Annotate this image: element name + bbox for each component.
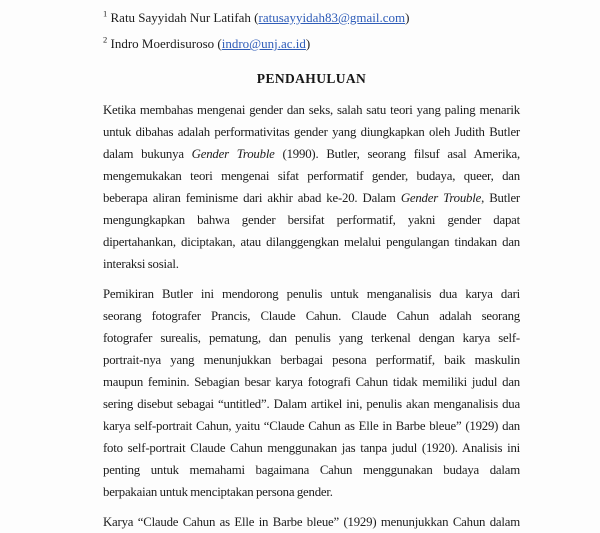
footnote-marker: 2 (103, 34, 108, 45)
text-run: penting untuk memahami bagaimana Cahun menggunakan budaya dalam (103, 463, 520, 477)
author-block (103, 5, 520, 57)
text-run: dalam bukunya (103, 147, 192, 161)
text-run: portrait-nya yang menunjukkan berbagai pesona performatif, baik maskulin (103, 353, 520, 367)
text-run: (1990). Butler, seorang filsuf asal Amerika, (274, 147, 521, 161)
text-run: Karya “Claude Cahun as Elle in Barbe bleue” (1929) menunjukkan Cahun dalam (103, 515, 520, 529)
text-run: interaksi sosial. (103, 257, 179, 271)
text-run: ) (305, 36, 311, 51)
author-line (103, 5, 520, 31)
text-run: karya self-portrait Cahun, yaitu “Claude Cahun as Elle in Barbe bleue” (1929) dan (103, 419, 520, 433)
text-line (103, 393, 520, 415)
text-run: beberapa aliran feminisme dari akhir abad ke-20. Dalam (103, 191, 401, 205)
text-line (103, 209, 520, 231)
text-run: mengemukakan teori mengenai sifat performatif gender, budaya, queer, dan (103, 169, 520, 183)
text-run: sering disebut sebagai “untitled”. Dalam artikel ini, penulis akan menganalisis dua (103, 397, 520, 411)
italic-text: Gender Trouble (400, 191, 482, 205)
text-run: , Butler (481, 191, 520, 205)
paragraph (103, 283, 520, 503)
text-line (103, 121, 520, 143)
text-line (103, 511, 520, 533)
italic-text: Gender Trouble (191, 147, 275, 161)
text-run: Ketika membahas mengenai gender dan seks, salah satu teori yang paling menarik (103, 103, 520, 117)
text-run: ) (405, 10, 410, 25)
email-link[interactable]: indro@unj.ac.id (221, 36, 306, 51)
author-line (103, 31, 520, 57)
text-line (103, 415, 520, 437)
paragraph (103, 99, 520, 275)
text-line (103, 349, 520, 371)
text-line (103, 165, 520, 187)
text-line (103, 231, 520, 253)
text-run: dipertahankan, diciptakan, atau dilanggengkan melalui pengulangan tindakan dan (103, 235, 520, 249)
email-link[interactable]: ratusayyidah83@gmail.com (258, 10, 406, 25)
paragraph (103, 511, 520, 533)
text-line (103, 253, 520, 275)
text-run: maupun feminin. Sebagian besar karya fotografi Cahun tidak memiliki judul dan (103, 375, 520, 389)
text-line (103, 187, 520, 209)
text-run: Pemikiran Butler ini mendorong penulis untuk menganalisis dua karya dari (103, 287, 520, 301)
text-line (103, 437, 520, 459)
text-run: berpakaian untuk menciptakan persona gender. (103, 485, 333, 499)
text-run: fotografer surealis, pematung, dan penulis yang terkenal dengan karya self- (103, 331, 520, 345)
text-line (103, 99, 520, 121)
text-line (103, 305, 520, 327)
article-body (103, 99, 520, 533)
text-run: foto self-portrait Claude Cahun menggunakan jas tanpa judul (1920). Analisis ini (103, 441, 520, 455)
text-line (103, 459, 520, 481)
text-line (103, 327, 520, 349)
text-line (103, 481, 520, 503)
text-run: seorang fotografer Prancis, Claude Cahun. Claude Cahun adalah seorang (103, 309, 520, 323)
text-run: Indro Moerdisuroso ( (107, 36, 222, 51)
text-run: mengungkapkan bahwa gender bersifat performatif, yakni gender dapat (103, 213, 520, 227)
text-line (103, 143, 520, 165)
text-line (103, 283, 520, 305)
text-run: untuk dibahas adalah performativitas gender yang diungkapkan oleh Judith Butler (103, 125, 520, 139)
section-heading: PENDAHULUAN (256, 71, 367, 86)
text-line (103, 371, 520, 393)
text-run: Ratu Sayyidah Nur Latifah ( (107, 10, 259, 25)
footnote-marker: 1 (103, 8, 108, 19)
